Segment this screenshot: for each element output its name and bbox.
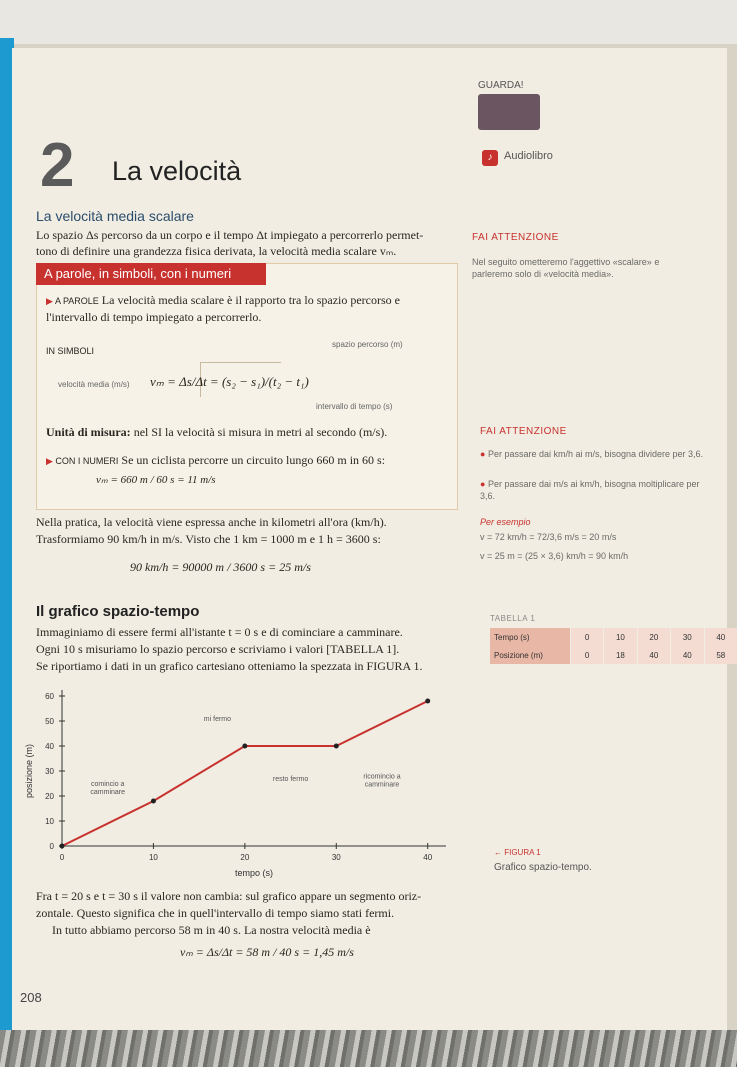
numeri-formula: vₘ = 660 m / 60 s = 11 m/s [96,474,216,486]
chapter-title: La velocità [112,156,242,186]
y-tick-label: 40 [45,742,54,751]
unita-text: nel SI la velocità si misura in metri al secondo (m/s). [133,425,388,439]
table-cell: 0 [571,628,604,646]
y-tick-label: 50 [45,717,54,726]
chart-annotation: resto fermo [272,776,309,783]
page-number: 208 [20,990,42,1005]
data-point [151,799,156,804]
table-cell: 40 [671,646,704,664]
intro-line-1: Lo spazio Δs percorso da un corpo e il tempo Δt impiegato a percorrerlo permet- [36,228,424,242]
table-row [490,628,737,646]
side-note-2-bullet-1: ● Per passare dai km/h ai m/s, bisogna dividere per 3,6. [480,449,704,459]
table-cell: 20 [637,628,670,646]
side-note-2-title: FAI ATTENZIONE [480,426,567,437]
unita-label: Unità di misura: [46,425,131,439]
annotation-velocita: velocità media (m/s) [58,380,130,389]
chart-annotation: mi fermo [203,716,232,723]
bullet-1-text: Per passare dai km/h ai m/s, bisogna dividere per 3,6. [487,449,704,459]
side-note-2-bullet-2: ● Per passare dai m/s ai km/h, bisogna moltiplicare per 3,6. [480,479,700,501]
aparole-line-1: ▶ A PAROLE La velocità media scalare è il rapporto tra lo spazio percorso e [46,293,400,307]
chart-annotation: camminare [364,781,400,789]
annotation-spazio: spazio percorso (m) [332,340,403,349]
insimboli-label: IN SIMBOLI [46,346,95,356]
chart-annotation: ricomincio a [363,773,401,781]
section-title-grafico: Il grafico spazio-tempo [36,603,200,620]
example-label: Per esempio [480,517,531,527]
table-cell: 58 [704,646,737,664]
table-row-label: Tempo (s) [490,628,571,646]
table-cell: 40 [637,646,670,664]
data-table [490,628,737,664]
section-title-velocita-media: La velocità media scalare [36,208,194,224]
figure-caption-text: Grafico spazio-tempo. [494,862,592,873]
chart-annotation: cominciо a [90,781,125,788]
data-point [334,744,339,749]
bullet-2-text: Per passare dai m/s ai km/h, bisogna moltiplicare per 3,6. [480,479,700,501]
x-tick-label: 10 [148,853,158,862]
y-tick-label: 20 [45,792,54,801]
chapter-number: 2 [40,131,75,200]
top-background-strip [0,0,737,44]
guarda-label: GUARDA! [478,80,524,91]
y-tick-label: 0 [49,842,54,851]
table-cell: 10 [604,628,637,646]
y-axis-label: posizione (m) [24,743,34,799]
example-2: v = 25 m = (25 × 3,6) km/h = 90 km/h [480,551,629,561]
annotation-intervallo: intervallo di tempo (s) [316,402,393,411]
numeri-text: Se un ciclista percorre un circuito lungo 660 m in 60 s: [121,453,386,467]
closing-line-2: zontale. Questo significa che in quell'intervallo di tempo siamo stati fermi. [36,906,395,920]
kmh-line-2: Trasformiamo 90 km/h in m/s. Visto che 1 km = 1000 m e 1 h = 3600 s: [36,532,381,546]
table-cell: 40 [704,628,737,646]
chart-annotation: camminare [90,789,126,796]
table-cell: 30 [671,628,704,646]
intro-line-2: tono di definire una grandezza fisica derivata, la velocità media scalare vₘ. [36,244,397,258]
table-row [490,646,737,664]
box-header: A parole, in simboli, con i numeri [36,263,266,285]
numeri-line: ▶ CON I NUMERI Se un ciclista percorre un circuito lungo 660 m in 60 s: [46,453,386,467]
y-tick-label: 30 [45,767,54,776]
side-note-1-title: FAI ATTENZIONE [472,232,559,243]
data-point [242,744,247,749]
aparole-line-2: l'intervallo di tempo impiegato a percorrerlo. [46,310,262,324]
grafico-line-1: Immaginiamo di essere fermi all'istante t = 0 s e di cominciare a camminare. [36,625,403,639]
table-cell: 0 [571,646,604,664]
position-time-chart [20,680,460,880]
kmh-formula: 90 km/h = 90000 m / 3600 s = 25 m/s [130,560,311,574]
closing-formula: vₘ = Δs/Δt = 58 m / 40 s = 1,45 m/s [180,945,354,959]
x-tick-label: 20 [240,853,250,862]
y-tick-label: 10 [45,817,54,826]
bottom-background-strip [0,1030,737,1067]
y-tick-label: 60 [45,692,54,701]
velocity-formula: vₘ = Δs/Δt = (s₂ − s₁)/(t₂ − t₁) [150,374,309,389]
example-1: v = 72 km/h = 72/3,6 m/s = 20 m/s [480,532,617,542]
x-axis-label: tempo (s) [234,868,274,878]
figure-caption-label: ← FIGURA 1 [494,848,541,857]
kmh-line-1: Nella pratica, la velocità viene espressa anche in kilometri all'ora (km/h). [36,515,387,529]
grafico-line-3: Se riportiamo i dati in un grafico cartesiano otteniamo la spezzata in FIGURA 1. [36,659,423,673]
video-thumbnail-icon[interactable] [478,94,540,130]
x-tick-label: 40 [423,853,433,862]
grafico-line-2: Ogni 10 s misuriamo lo spazio percorso e scriviamo i valori [TABELLA 1]. [36,642,400,656]
closing-line-3: In tutto abbiamo percorso 58 m in 40 s. La nostra velocità media è [52,923,371,937]
numeri-label: CON I NUMERI [55,456,119,466]
side-note-1-text: Nel seguito ometteremo l'aggettivo «scalare» e parleremo solo di «velocità media». [472,257,660,279]
x-tick-label: 30 [331,853,341,862]
table-caption: TABELLA 1 [490,614,536,623]
aparole-label: A PAROLE [54,296,99,306]
unita-line [46,424,451,441]
x-tick-label: 0 [59,853,65,862]
table-cell: 18 [604,646,637,664]
data-point [60,844,65,849]
headphones-icon[interactable]: ♪ [482,150,498,166]
closing-line-1: Fra t = 20 s e t = 30 s il valore non cambia: sul grafico appare un segmento oriz- [36,889,422,903]
data-point [425,699,430,704]
aparole-text-1: La velocità media scalare è il rapporto tra lo spazio percorso e [101,293,400,307]
table-row-label: Posizione (m) [490,646,571,664]
audiolibro-link[interactable]: Audiolibro [504,150,553,162]
